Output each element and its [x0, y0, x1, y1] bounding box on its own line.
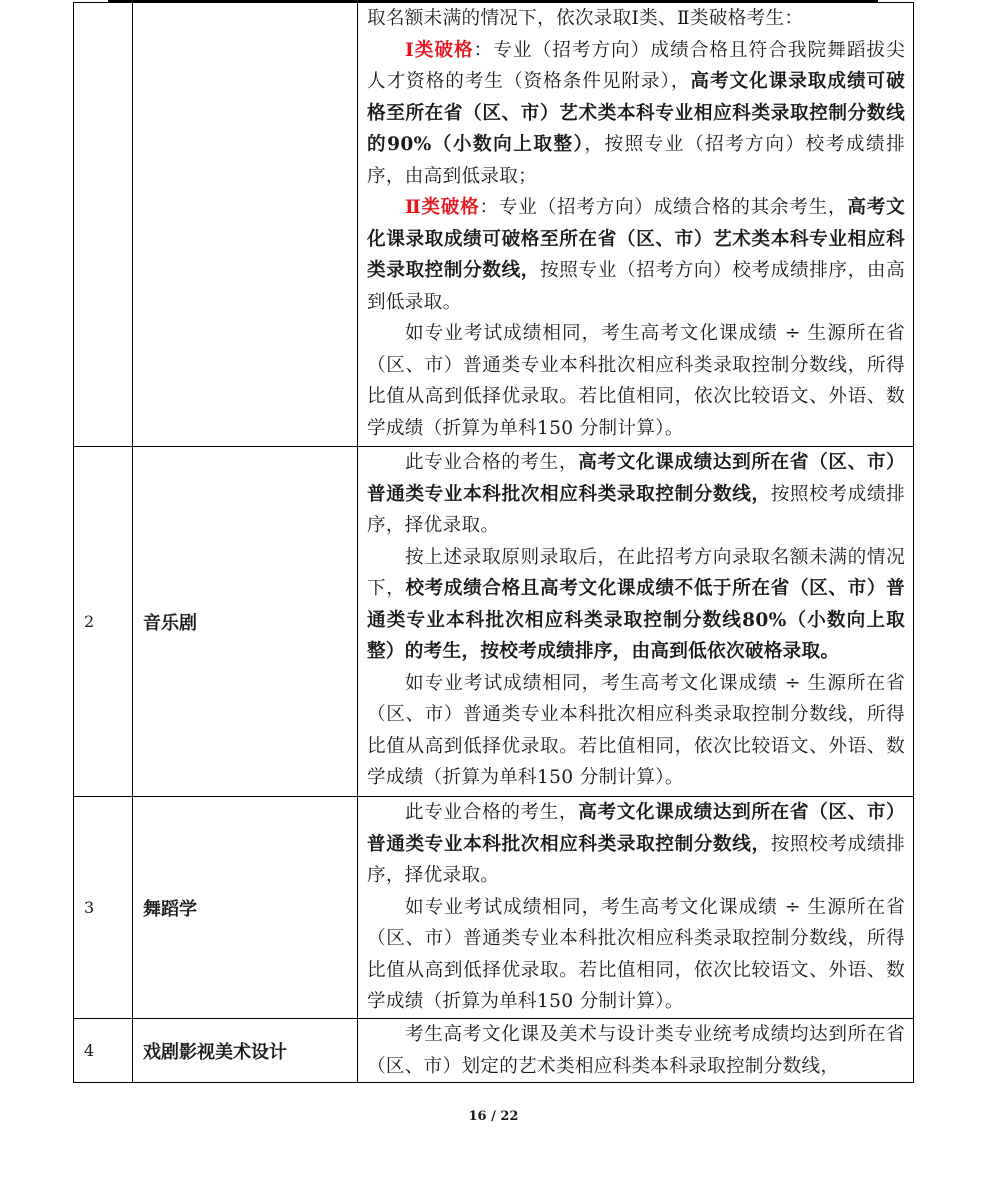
table-row [74, 447, 914, 797]
admission-rules-table [73, 2, 914, 1083]
admission-rule [358, 447, 914, 797]
rule-paragraph: 如专业考试成绩相同，考生高考文化课成绩 ÷ 生源所在省（区、市）普通类专业本科批次相应科类录取控制分数线，所得比值从高到低择优录取。若比值相同，依次比较语文、外语、数学成绩（折算为单科150 分制计算）。 [367, 323, 905, 439]
rule-paragraph: 如专业考试成绩相同，考生高考文化课成绩 ÷ 生源所在省（区、市）普通类专业本科批次相应科类录取控制分数线，所得比值从高到低择优录取。若比值相同，依次比较语文、外语、数学成绩（折算为单科150 分制计算）。 [367, 896, 905, 1012]
major-name: 舞蹈学 [133, 797, 358, 1019]
row-number: 2 [74, 447, 133, 797]
category-label: Ⅱ类破格 [405, 197, 480, 218]
table-row [74, 797, 914, 1019]
row-number: 3 [74, 797, 133, 1019]
rule-paragraph: Ⅰ类破格：专业（招考方向）成绩合格且符合我院舞蹈拔尖人才资格的考生（资格条件见附录），高考文化课录取成绩可破格至所在省（区、市）艺术类本科专业相应科类录取控制分数线的90%（小数向上取整），按照专业（招考方向）校考成绩排序，由高到低录取； [367, 39, 905, 187]
category-label: Ⅰ类破格 [405, 39, 474, 61]
rule-paragraph: 此专业合格的考生，高考文化课成绩达到所在省（区、市）普通类专业本科批次相应科类录取控制分数线，按照校考成绩排序，择优录取。 [367, 802, 905, 886]
rule-paragraph: 考生高考文化课及美术与设计类专业统考成绩均达到所在省（区、市）划定的艺术类相应科类本科录取控制分数线， [367, 1024, 905, 1077]
rule-paragraph: 如专业考试成绩相同，考生高考文化课成绩 ÷ 生源所在省（区、市）普通类专业本科批次相应科类录取控制分数线，所得比值从高到低择优录取。若比值相同，依次比较语文、外语、数学成绩（折算为单科150 分制计算）。 [367, 672, 905, 788]
admission-rule [358, 797, 914, 1019]
row-number [74, 3, 133, 447]
admission-rule [358, 1019, 914, 1083]
table-row [74, 1019, 914, 1083]
admission-rule [358, 3, 914, 447]
row-number: 4 [74, 1019, 133, 1083]
rule-paragraph: 按上述录取原则录取后，在此招考方向录取名额未满的情况下，校考成绩合格且高考文化课成绩不低于所在省（区、市）普通类专业本科批次相应科类录取控制分数线80%（小数向上取整）的考生，按校考成绩排序，由高到低依次破格录取。 [367, 546, 905, 662]
page-number: 16 / 22 [468, 1109, 519, 1124]
major-name: 戏剧影视美术设计 [133, 1019, 358, 1083]
rule-paragraph: Ⅱ类破格：专业（招考方向）成绩合格的其余考生，高考文化课录取成绩可破格至所在省（区、市）艺术类本科专业相应科类录取控制分数线，按照专业（招考方向）校考成绩排序，由高到低录取。 [367, 197, 906, 313]
major-name: 音乐剧 [133, 447, 358, 797]
major-name [133, 3, 358, 447]
rule-paragraph: 取名额未满的情况下，依次录取Ⅰ类、Ⅱ类破格考生： [367, 8, 804, 29]
rule-paragraph: 此专业合格的考生，高考文化课成绩达到所在省（区、市）普通类专业本科批次相应科类录取控制分数线，按照校考成绩排序，择优录取。 [367, 452, 905, 536]
table-row [74, 3, 914, 447]
